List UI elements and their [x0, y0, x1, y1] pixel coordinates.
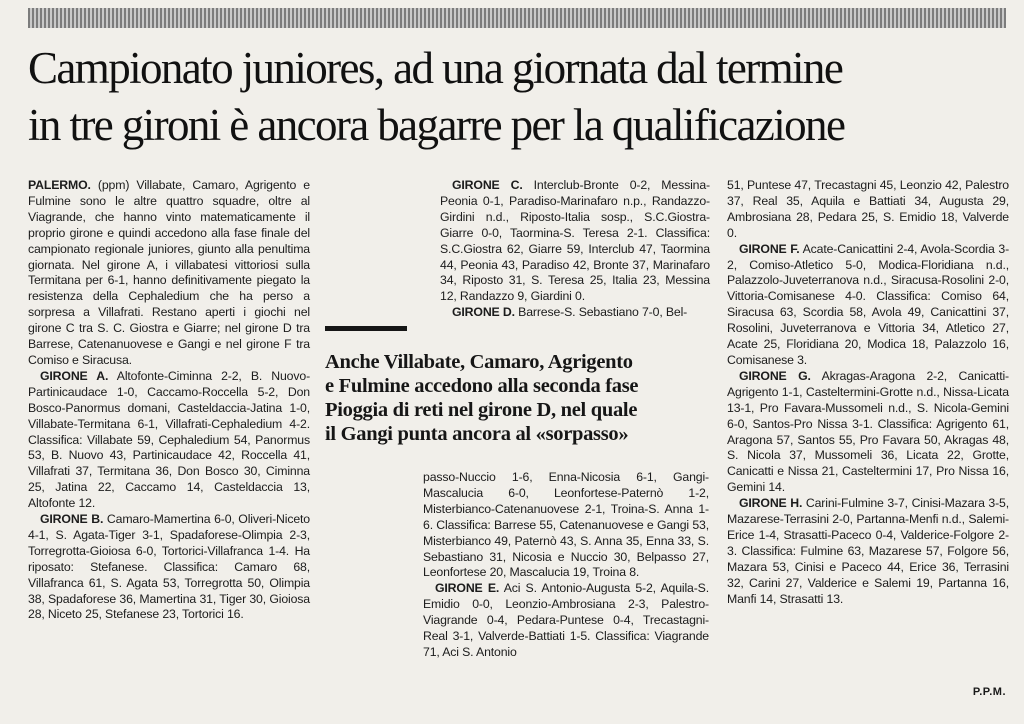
- subheadline-line-4: il Gangi punta ancora al «sorpasso»: [325, 423, 629, 445]
- girone-b-label: GIRONE B.: [40, 512, 104, 527]
- girone-h-label: GIRONE H.: [739, 496, 803, 511]
- girone-g-text: Akragas-Aragona 2-2, Canicatti-Agrigento 1-1, Casteltermini-Grotte n.d., Nissa-Licata 13-1, Pro Favara-Mussomeli n.d., S. Nicola-Gemini 6-0, Santos-Pro Nissa 3-1. Classifica: Agrigento 61, Aragona 57, Santos 55, Pro Favara 50, Akragas 48, S. Nicola 37, Mussomeli 36, Licata 22, Grotte, Canicatti e Nissa 21, Casteltermini 17, Pro Nissa 16, Gemini 14.: [727, 368, 1009, 495]
- girone-e-text-continued: 51, Puntese 47, Trecastagni 45, Leonzio 42, Palestro 37, Real 35, Aquila e Battiati 34, Augusta 29, Ambrosiana 28, Pedara 25, S. Emidio 18, Valverde 0.: [727, 178, 1009, 240]
- girone-h-text: Carini-Fulmine 3-7, Cinisi-Mazara 3-5, Mazarese-Terrasini 2-0, Partanna-Menfi n.d., Salemi-Erice 1-4, Strasatti-Paceco 0-4, Valderice-Folgore 2-3. Classifica: Fulmine 63, Mazarese 57, Folgore 56, Mazara 53, Cinisi e Paceco 44, Erice 36, Terrasini 32, Carini 27, Valderice e Salemi 19, Partanna 16, Manfi 14, Strasatti 13.: [727, 496, 1009, 606]
- subheadline: [325, 350, 715, 446]
- girone-e-text: Aci S. Antonio-Augusta 5-2, Aquila-S. Emidio 0-0, Leonzio-Ambrosiana 2-3, Palestro-Viagrande 0-4, Pedara-Puntese 0-4, Trecastagni-Real 3-1, Valverde-Battiati 1-5. Classifica: Viagrande 71, Aci S. Antonio: [423, 581, 709, 659]
- girone-a-paragraph: [28, 369, 310, 512]
- girone-g-paragraph: [727, 369, 1009, 496]
- girone-b-paragraph: [28, 512, 310, 623]
- girone-e-paragraph: [423, 581, 709, 661]
- girone-b-text: Camaro-Mamertina 6-0, Oliveri-Niceto 4-1, S. Agata-Tiger 3-1, Spadaforese-Olimpia 2-3, Torregrotta-Gioiosa 6-0, Tortorici-Villafranca 1-4. Ha riposato: Stefanese. Classifica: Camaro 68, Villafranca 61, S. Agata 53, Torregrotta 50, Olimpia 38, Spadaforese 36, Mamertina 31, Tiger 30, Gioiosa 28, Niceto 25, Stefanese 23, Tortorici 16.: [28, 512, 310, 622]
- girone-a-text: Altofonte-Ciminna 2-2, B. Nuovo-Partinicaudace 1-0, Caccamo-Roccella 5-2, Don Bosco-Panormus domani, Casteldaccia-Jatina 1-0, Villabate-Termitana 6-1, Villafrati-Cephaledium 4-2. Classifica: Villabate 59, Cephaledium 54, Panormus 53, B. Nuovo 43, Partinicaudace 42, Roccella 41, Villafrati 37, Termitana 36, Don Bosco 30, Ciminna 25, Jatina 22, Caccamo 14, Casteldaccia 13, Altofonte 12.: [28, 368, 311, 511]
- author-signature: P.P.M.: [972, 686, 1006, 698]
- subheadline-line-2: e Fulmine accedono alla seconda fase: [325, 375, 639, 397]
- girone-c-paragraph: [440, 178, 710, 305]
- girone-c-label: GIRONE C.: [452, 178, 523, 192]
- girone-e-paragraph-continued: [727, 178, 1009, 242]
- section-rule: [325, 326, 407, 331]
- top-decorative-bar: [28, 8, 1006, 28]
- girone-c-text: Interclub-Bronte 0-2, Messina-Peonia 0-1, Paradiso-Marinafaro n.p., Randazzo-Girdini n.d., Riposto-Italia sosp., S.C.Giostra-Giarre 0-0, Taormina-S. Teresa 2-1. Classifica: S.C.Giostra 62, Giarre 59, Interclub 47, Taormina 44, Peonia 43, Paradiso 42, Bronte 37, Marinafaro 34, Riposto 31, S. Teresa 25, Italia 23, Messina 12, Randazzo 9, Giardini 0.: [440, 178, 710, 304]
- column-1: [28, 178, 310, 623]
- subheadline-line-3: Pioggia di reti nel girone D, nel quale: [325, 399, 638, 421]
- headline-line-1: Campionato juniores, ad una giornata dal termine: [28, 43, 843, 93]
- girone-f-label: GIRONE F.: [739, 241, 800, 256]
- intro-paragraph: [28, 178, 310, 369]
- column-3: [727, 178, 1009, 607]
- girone-d-paragraph-continued: [423, 470, 709, 581]
- column-2-top: [440, 178, 710, 321]
- girone-d-paragraph-start: [440, 305, 710, 321]
- girone-a-label: GIRONE A.: [40, 368, 109, 383]
- subheadline-line-1: Anche Villabate, Camaro, Agrigento: [325, 351, 633, 373]
- headline: [28, 40, 1018, 154]
- girone-g-label: GIRONE G.: [739, 368, 811, 383]
- girone-f-paragraph: [727, 242, 1009, 369]
- girone-d-text-continued: passo-Nuccio 1-6, Enna-Nicosia 6-1, Gangi-Mascalucia 6-0, Leonfortese-Paternò 1-2, Misterbianco-Catenanuovese 2-1, Troina-S. Anna 1-6. Classifica: Barrese 55, Catenanuovese e Gangi 53, Misterbianco 49, Paternò 43, S. Anna 35, Enna 33, S. Sebastiano 31, Nicosia e Nuccio 30, Belpasso 27, Leonfortese 20, Mascalucia 19, Troina 8.: [423, 470, 709, 580]
- girone-f-text: Acate-Canicattini 2-4, Avola-Scordia 3-2, Comiso-Atletico 5-0, Modica-Floridiana n.d., Palazzolo-Juveterranova n.d., Siracusa-Rosolini 2-0, Vittoria-Comisanese 4-0. Classifica: Comiso 64, Siracusa 63, Scordia 58, Avola 49, Canicattini 37, Rosolini, Juveterranova e Vittoria 34, Atletico 27, Acate 25, Floridiana 20, Modica 18, Palazzolo 16, Comisanese 3.: [727, 241, 1010, 367]
- column-2-bottom: [423, 470, 709, 661]
- headline-line-2: in tre gironi è ancora bagarre per la qualificazione: [28, 100, 845, 150]
- girone-e-label: GIRONE E.: [435, 581, 500, 596]
- intro-text: (ppm) Villabate, Camaro, Agrigento e Fulmine sono le altre quattro squadre, oltre al Viagrande, che hanno vinto matematicamente il proprio girone e quindi accedono alla fase finale del campionato regionale juniores, giunto alla penultima giornata. Nel girone A, i villabatesi vittoriosi sulla Termitana per 6-1, hanno definitivamente piegato la resistenza della Cephaledium che ha perso a sorpresa a Villafrati. Restano aperti i giochi nel girone C tra S. C. Giostra e Giarre; nel girone D tra Barrese, Catenanuovese e Gangi e nel girone F tra Comiso e Siracusa.: [28, 178, 310, 367]
- girone-h-paragraph: [727, 496, 1009, 607]
- girone-d-text-start: Barrese-S. Sebastiano 7-0, Bel-: [518, 305, 688, 320]
- dateline: PALERMO.: [28, 178, 91, 192]
- girone-d-label: GIRONE D.: [452, 305, 515, 320]
